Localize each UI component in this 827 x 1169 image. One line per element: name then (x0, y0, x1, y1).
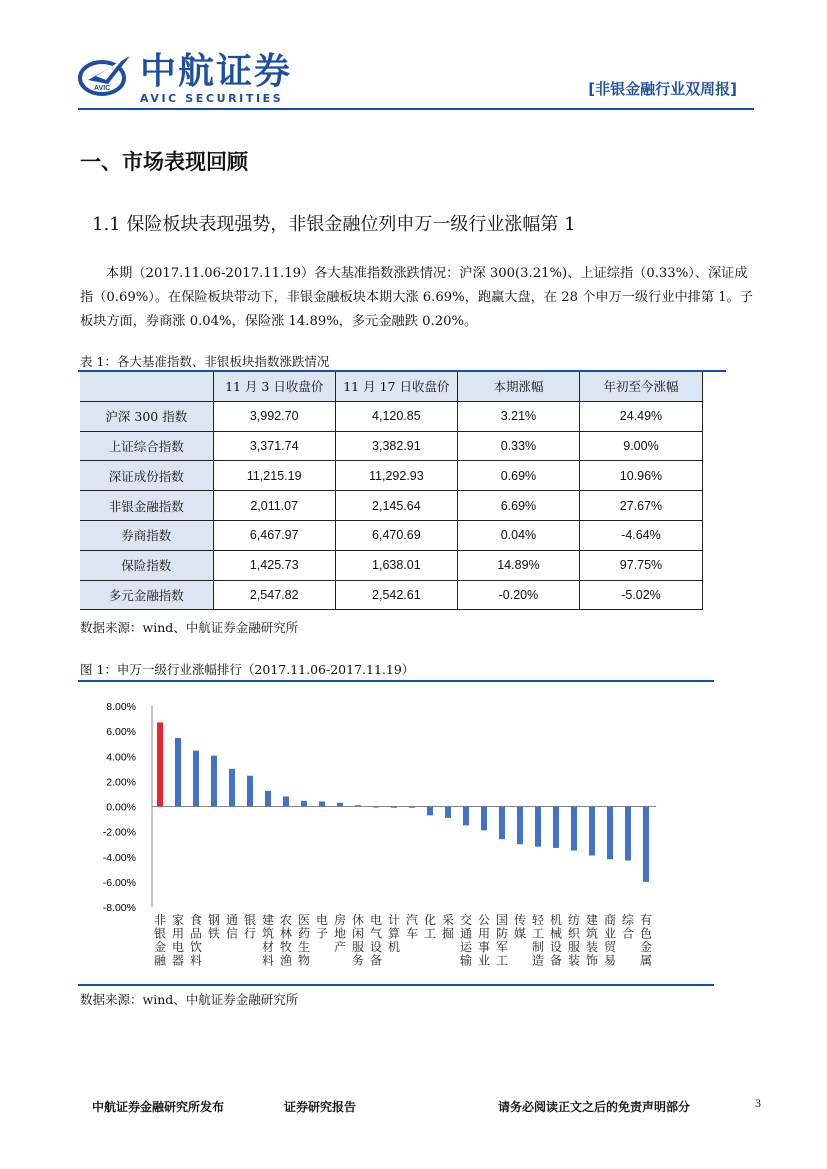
ytd-change: 10.96% (579, 461, 702, 491)
table-row (80, 461, 703, 491)
logo-mark-text: AVIC (94, 85, 111, 92)
category-label: 房地产 (333, 913, 347, 954)
table-header-cell: 本期涨幅 (457, 372, 579, 401)
close-nov3: 3,992.70 (213, 401, 335, 431)
index-performance-table (80, 372, 703, 610)
y-tick-label: -6.00% (102, 876, 136, 889)
index-name: 上证综合指数 (80, 431, 213, 461)
bar-房地产 (337, 803, 343, 807)
y-tick-label: 2.00% (106, 776, 136, 789)
bar-国防军工 (499, 807, 505, 840)
table-row (80, 431, 703, 461)
close-nov17: 2,542.61 (335, 580, 457, 610)
close-nov3: 11,215.19 (213, 461, 335, 491)
category-label: 建筑材料 (261, 913, 275, 968)
category-label: 休闲服务 (351, 913, 365, 968)
table-caption: 表 1：各大基准指数、非银板块指数涨跌情况 (80, 354, 330, 369)
close-nov17: 3,382.91 (335, 431, 457, 461)
bar-农林牧渔 (283, 796, 289, 806)
y-tick-label: 0.00% (106, 801, 136, 814)
index-name: 多元金融指数 (80, 580, 213, 610)
figure-caption-rule (78, 680, 714, 682)
bar-综合 (625, 807, 631, 861)
category-label: 非银金融 (153, 913, 167, 968)
close-nov17: 11,292.93 (335, 461, 457, 491)
period-change: 0.04% (457, 520, 579, 550)
category-label: 农林牧渔 (279, 913, 293, 968)
close-nov17: 2,145.64 (335, 491, 457, 521)
ytd-change: 97.75% (579, 550, 702, 580)
category-label: 建筑装饰 (585, 913, 599, 968)
category-label: 综合 (621, 913, 635, 941)
y-tick-label: -8.00% (102, 902, 136, 914)
close-nov3: 3,371.74 (213, 431, 335, 461)
period-change: 6.69% (457, 491, 579, 521)
category-label: 传媒 (513, 913, 527, 941)
industry-ranking-chart (78, 690, 718, 980)
section-subtitle: 1.1 保险板块表现强势，非银金融位列申万一级行业涨幅第 1 (92, 214, 576, 235)
category-label: 国防军工 (495, 913, 509, 968)
table-row (80, 580, 703, 610)
table-source: 数据来源：wind、中航证券金融研究所 (80, 620, 299, 635)
section-title: 一、市场表现回顾 (80, 149, 248, 174)
bar-非银金融 (157, 722, 163, 806)
bar-食品饮料 (193, 751, 199, 807)
category-label: 食品饮料 (189, 913, 203, 968)
bar-计算机 (391, 807, 397, 808)
bar-采掘 (445, 807, 451, 818)
avic-logo-icon (78, 50, 134, 100)
bar-休闲服务 (355, 805, 361, 806)
category-label: 计算机 (387, 913, 401, 954)
ytd-change: 27.67% (579, 491, 702, 521)
close-nov3: 6,467.97 (213, 520, 335, 550)
period-change: 3.21% (457, 401, 579, 431)
bar-商业贸易 (607, 807, 613, 860)
ytd-change: -4.64% (579, 520, 702, 550)
close-nov17: 4,120.85 (335, 401, 457, 431)
bar-医药生物 (301, 801, 307, 807)
category-label: 交通运输 (459, 913, 473, 968)
market-review-paragraph: 本期（2017.11.06-2017.11.19）各大基准指数涨跌情况：沪深 300(3.21%)、上证综指（0.33%）、深证成指（0.69%）。在保险板块带动下，非银金融板块本期大涨 6.69%，跑赢大盘，在 28 个申万一级行业中排第 1。子板块方面，券商涨 0.04%，保险涨 14.89%，多元金融跌 0.20%。 (80, 266, 753, 329)
period-change: -0.20% (457, 580, 579, 610)
footer-publisher: 中航证券金融研究所发布 (92, 1100, 225, 1114)
y-tick-label: 6.00% (106, 726, 136, 739)
category-label: 有色金属 (639, 913, 653, 968)
category-label: 公用事业 (477, 913, 491, 968)
bar-电子 (319, 801, 325, 806)
close-nov3: 1,425.73 (213, 550, 335, 580)
index-name: 非银金融指数 (80, 491, 213, 521)
bar-钢铁 (211, 756, 217, 807)
bar-化工 (427, 807, 433, 816)
footer-disclaimer: 请务必阅读正文之后的免责声明部分 (498, 1100, 691, 1114)
brand-name-cn: 中航证券 (140, 51, 293, 92)
figure-bottom-rule (78, 984, 714, 986)
header-divider (78, 108, 754, 110)
bar-建筑材料 (265, 791, 271, 807)
bar-电气设备 (373, 807, 379, 808)
category-label: 纺织服装 (567, 913, 581, 968)
bar-传媒 (517, 807, 523, 845)
category-label: 家用电器 (171, 913, 185, 968)
category-labels (154, 912, 652, 968)
category-label: 银行 (243, 913, 257, 941)
category-label: 采掘 (441, 913, 455, 941)
period-change: 14.89% (457, 550, 579, 580)
footer-report-type: 证券研究报告 (284, 1100, 357, 1114)
bar-汽车 (409, 807, 415, 808)
report-type-tag: [非银金融行业双周报] (588, 80, 737, 98)
bar-有色金属 (643, 807, 649, 882)
table-header-cell: 年初至今涨幅 (579, 372, 702, 401)
index-name: 保险指数 (80, 550, 213, 580)
index-name: 券商指数 (80, 520, 213, 550)
category-label: 汽车 (405, 913, 419, 941)
bar-通信 (229, 769, 235, 807)
y-tick-label: 4.00% (106, 751, 136, 764)
close-nov3: 2,011.07 (213, 491, 335, 521)
bar-纺织服装 (571, 807, 577, 851)
brand-logo (78, 50, 134, 100)
table-row (80, 520, 703, 550)
bar-series (157, 722, 649, 881)
y-tick-label: 8.00% (106, 701, 136, 713)
category-label: 轻工制造 (531, 913, 545, 968)
category-label: 电子 (315, 913, 329, 941)
table-row (80, 491, 703, 521)
category-label: 钢铁 (207, 913, 221, 941)
close-nov17: 1,638.01 (335, 550, 457, 580)
ytd-change: 9.00% (579, 431, 702, 461)
category-label: 通信 (225, 913, 239, 941)
index-name: 深证成份指数 (80, 461, 213, 491)
table-row (80, 401, 703, 431)
close-nov17: 6,470.69 (335, 520, 457, 550)
brand-name-en: AVIC SECURITIES (140, 92, 284, 105)
figure-caption: 图 1：申万一级行业涨幅排行（2017.11.06-2017.11.19） (80, 662, 415, 677)
bar-公用事业 (481, 807, 487, 831)
close-nov3: 2,547.82 (213, 580, 335, 610)
ytd-change: -5.02% (579, 580, 702, 610)
category-label: 商业贸易 (603, 913, 617, 968)
table-header-cell: 11 月 17 日收盘价 (335, 372, 457, 401)
table-header-cell: 11 月 3 日收盘价 (213, 372, 335, 401)
category-label: 医药生物 (297, 913, 311, 968)
bar-建筑装饰 (589, 807, 595, 856)
figure-source: 数据来源：wind、中航证券金融研究所 (80, 992, 299, 1007)
bar-家用电器 (175, 738, 181, 806)
bar-交通运输 (463, 807, 469, 826)
category-label: 机械设备 (549, 913, 563, 968)
category-label: 电气设备 (369, 913, 383, 968)
period-change: 0.69% (457, 461, 579, 491)
bar-轻工制造 (535, 807, 541, 847)
page-number: 3 (755, 1096, 761, 1110)
table-row (80, 550, 703, 580)
ytd-change: 24.49% (579, 401, 702, 431)
y-tick-label: -4.00% (102, 851, 136, 864)
index-name: 沪深 300 指数 (80, 401, 213, 431)
y-tick-labels (103, 701, 136, 914)
bar-银行 (247, 776, 253, 807)
table-header-cell (80, 372, 213, 401)
period-change: 0.33% (457, 431, 579, 461)
table-header-row (80, 372, 703, 401)
bar-机械设备 (553, 807, 559, 848)
y-tick-label: -2.00% (102, 826, 136, 839)
category-label: 化工 (423, 913, 437, 941)
